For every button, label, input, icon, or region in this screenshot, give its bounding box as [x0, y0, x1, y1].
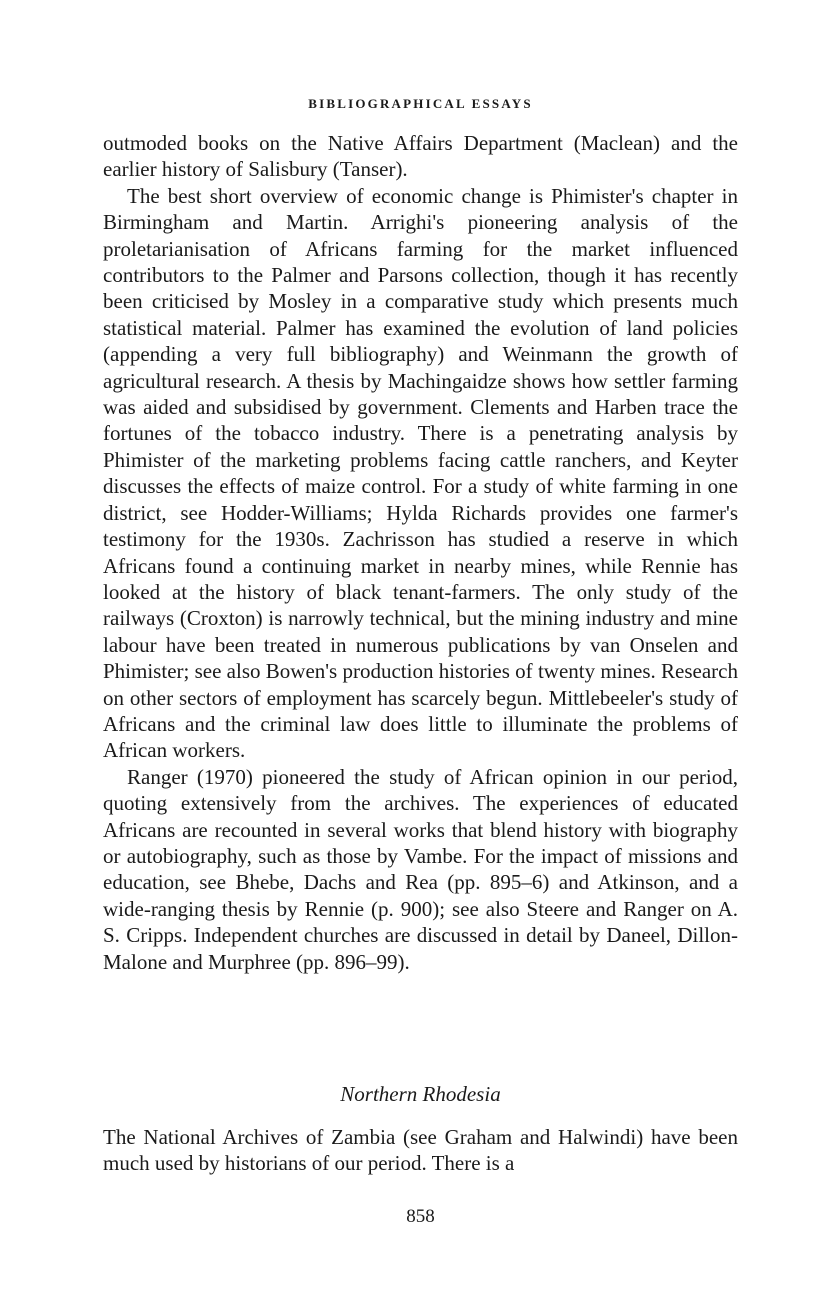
page-number: 858 [406, 1206, 435, 1227]
paragraph-national-archives: The National Archives of Zambia (see Graham and Halwindi) have been much used by historians of our period. There is a [103, 1125, 738, 1176]
body-text [103, 130, 738, 975]
paragraph-continued: outmoded books on the Native Affairs Department (Maclean) and the earlier history of Salisbury (Tanser). [103, 131, 738, 182]
section-text [103, 1124, 738, 1177]
running-head: BIBLIOGRAPHICAL ESSAYS [308, 96, 533, 111]
paragraph-economic-change: The best short overview of economic change is Phimister's chapter in Birmingham and Martin. Arrighi's pioneering analysis of the proletarianisation of Africans farming for the market influenced contributors to the Palmer and Parsons collection, though it has recently been criticised by Mosley in a comparative study which presents much statistical material. Palmer has examined the evolution of land policies (appending a very full bibliography) and Weinmann the growth of agricultural research. A thesis by Machingaidze shows how settler farming was aided and subsidised by government. Clements and Harben trace the fortunes of the tobacco industry. There is a penetrating analysis by Phimister of the marketing problems facing cattle ranchers, and Keyter discusses the effects of maize control. For a study of white farming in one district, see Hodder-Williams; Hylda Richards provides one farmer's testimony for the 1930s. Zachrisson has studied a reserve in which Africans found a continuing market in nearby mines, while Rennie has looked at the history of black tenant-farmers. The only study of the railways (Croxton) is narrowly technical, but the mining industry and mine labour have been treated in numerous publications by van Onselen and Phimister; see also Bowen's production histories of twenty mines. Research on other sectors of employment has scarcely begun. Mittlebeeler's study of Africans and the criminal law does little to illuminate the problems of African workers. [103, 183, 738, 763]
paragraph-african-opinion: Ranger (1970) pioneered the study of African opinion in our period, quoting extensively from the archives. The experiences of educated Africans are recounted in several works that blend history with biography or autobiography, such as those by Vambe. For the impact of missions and education, see Bhebe, Dachs and Rea (pp. 895–6) and Atkinson, and a wide-ranging thesis by Rennie (p. 900); see also Steere and Ranger on A. S. Cripps. Independent churches are discussed in detail by Daneel, Dillon-Malone and Murphree (pp. 896–99). [103, 764, 738, 974]
section-heading: Northern Rhodesia [340, 1082, 501, 1106]
